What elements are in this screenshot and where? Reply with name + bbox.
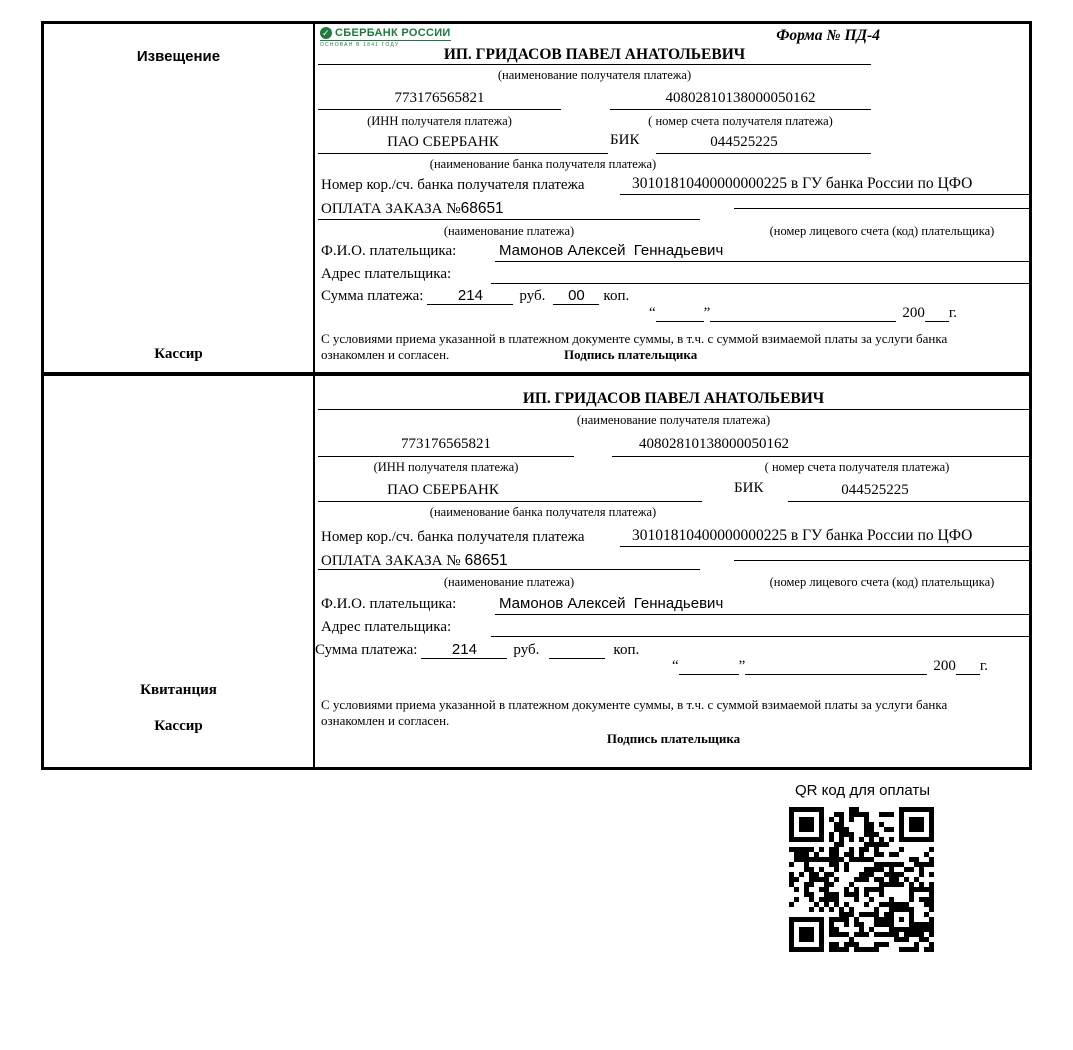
address-label-notice: Адрес плательщика: [321,266,452,282]
field-underline [734,560,1030,561]
corr-label-notice: Номер кор./сч. банка получателя платежа [321,177,585,193]
bank-caption-notice: (наименование банка получателя платежа) [429,157,657,171]
account-value-notice: 40802810138000050162 [665,90,816,106]
signature-label-receipt: Подпись плательщика [606,731,741,746]
field-underline [620,194,1030,195]
recipient-caption-receipt: (наименование получателя платежа) [576,413,771,427]
payment-caption-notice: (наименование платежа) [443,224,575,238]
payment-name-prefix: ОПЛАТА ЗАКАЗА № [321,201,461,217]
personal-account-caption-receipt: (номер лицевого счета (код) плательщика) [769,575,995,589]
year-suffix: г. [979,658,989,674]
corr-label-receipt: Номер кор./сч. банка получателя платежа [321,529,585,545]
field-underline [620,546,1030,547]
year-suffix: г. [948,305,958,321]
bik-value-notice: 044525225 [710,134,778,150]
corr-value-receipt: 30101810400000000225 в ГУ банка России по ЦФО [632,527,973,544]
field-underline [318,219,700,220]
recipient-name-notice: ИП. ГРИДАСОВ ПАВЕЛ АНАТОЛЬЕВИЧ [443,46,746,63]
account-caption-notice: ( номер счета получателя платежа) [648,114,833,128]
bik-label-receipt: БИК [734,480,764,496]
amount-kop-value: 00 [568,287,585,304]
cashier-label-receipt: Кассир [154,718,203,734]
account-caption-receipt: ( номер счета получателя платежа) [764,460,950,474]
personal-account-caption-notice: (номер лицевого счета (код) плательщика) [769,224,995,238]
agreement-line2-notice: ознакомлен и согласен. [321,347,450,362]
open-quote: “ [649,305,656,321]
bank-name-receipt: ПАО СБЕРБАНК [387,482,499,498]
rub-label: руб. [519,288,546,304]
inn-caption-receipt: (ИНН получателя платежа) [373,460,519,474]
field-underline [318,153,608,154]
order-number: 68651 [460,200,504,217]
open-quote: “ [672,658,679,674]
kop-label: коп. [613,642,640,658]
fio-label-receipt: Ф.И.О. плательщика: [321,596,457,612]
agreement-line1-notice: С условиями приема указанной в платежном документе суммы, в т.ч. с суммой взимаемой платы за услуги банка [321,331,948,346]
payer-name-receipt: Мамонов Алексей Геннадьевич [499,595,724,612]
field-underline [610,109,871,110]
inn-caption-notice: (ИНН получателя платежа) [367,114,512,128]
bank-name-notice: ПАО СБЕРБАНК [387,134,499,150]
field-underline [318,501,702,502]
notice-label: Извещение [136,48,221,65]
field-underline [656,153,871,154]
sberbank-logo-text: СБЕРБАНК РОССИИ [335,27,451,39]
address-label-receipt: Адрес плательщика: [321,619,452,635]
form-number: Форма № ПД-4 [776,27,880,44]
close-quote: ” [738,658,746,674]
amount-rub-value: 214 [451,641,477,658]
amount-label: Сумма платежа: [321,288,424,304]
bik-label-notice: БИК [610,132,640,148]
amount-rub-value: 214 [457,287,483,304]
payer-name-notice: Мамонов Алексей Геннадьевич [499,242,724,259]
field-underline [612,456,1030,457]
rub-label: руб. [513,642,540,658]
account-value-receipt: 40802810138000050162 [639,436,789,452]
bik-value-receipt: 044525225 [841,482,909,498]
recipient-caption-notice: (наименование получателя платежа) [497,68,692,82]
sberbank-logo [320,27,451,48]
sberbank-logo-tagline: ОСНОВАН В 1841 ГОДУ [320,42,400,48]
date-row-notice [649,304,957,322]
field-underline [491,636,1030,637]
field-underline [495,261,1030,262]
amount-label: Сумма платежа: [315,642,418,658]
field-underline [318,456,574,457]
payment-name-receipt [321,552,508,570]
payment-form [41,21,1032,770]
qr-code [789,807,934,952]
order-number: 68651 [464,552,508,569]
date-row-receipt [672,657,988,675]
bank-caption-receipt: (наименование банка получателя платежа) [429,505,657,519]
field-underline [318,569,700,570]
year-prefix: 200 [933,658,956,674]
kop-label: коп. [603,288,630,304]
field-underline [318,409,1029,410]
close-quote: ” [703,305,711,321]
receipt-label: Квитанция [140,682,217,698]
payment-caption-receipt: (наименование платежа) [443,575,575,589]
cashier-label-notice: Кассир [154,346,203,362]
section-divider [44,372,1029,376]
fio-label-notice: Ф.И.О. плательщика: [321,243,457,259]
field-underline [491,283,1030,284]
corr-value-notice: 30101810400000000225 в ГУ банка России по ЦФО [632,175,973,192]
agreement-line1-receipt: С условиями приема указанной в платежном документе суммы, в т.ч. с суммой взимаемой платы за услуги банка [321,697,948,712]
year-prefix: 200 [902,305,925,321]
payment-name-notice [321,200,504,218]
inn-value-notice: 773176565821 [394,90,485,106]
field-underline [495,614,1030,615]
inn-value-receipt: 773176565821 [401,436,491,452]
signature-label-notice: Подпись плательщика [564,347,698,362]
field-underline [318,64,871,65]
amount-row-receipt [315,641,639,659]
sberbank-logo-icon [320,27,332,39]
field-underline [788,501,1029,502]
qr-label: QR код для оплаты [794,782,930,799]
agreement-line2-receipt: ознакомлен и согласен. [321,713,450,728]
recipient-name-receipt: ИП. ГРИДАСОВ ПАВЕЛ АНАТОЛЬЕВИЧ [522,390,825,407]
field-underline [734,208,1030,209]
field-underline [318,109,561,110]
payment-name-prefix: ОПЛАТА ЗАКАЗА № [321,553,461,569]
amount-row-notice [321,287,629,305]
